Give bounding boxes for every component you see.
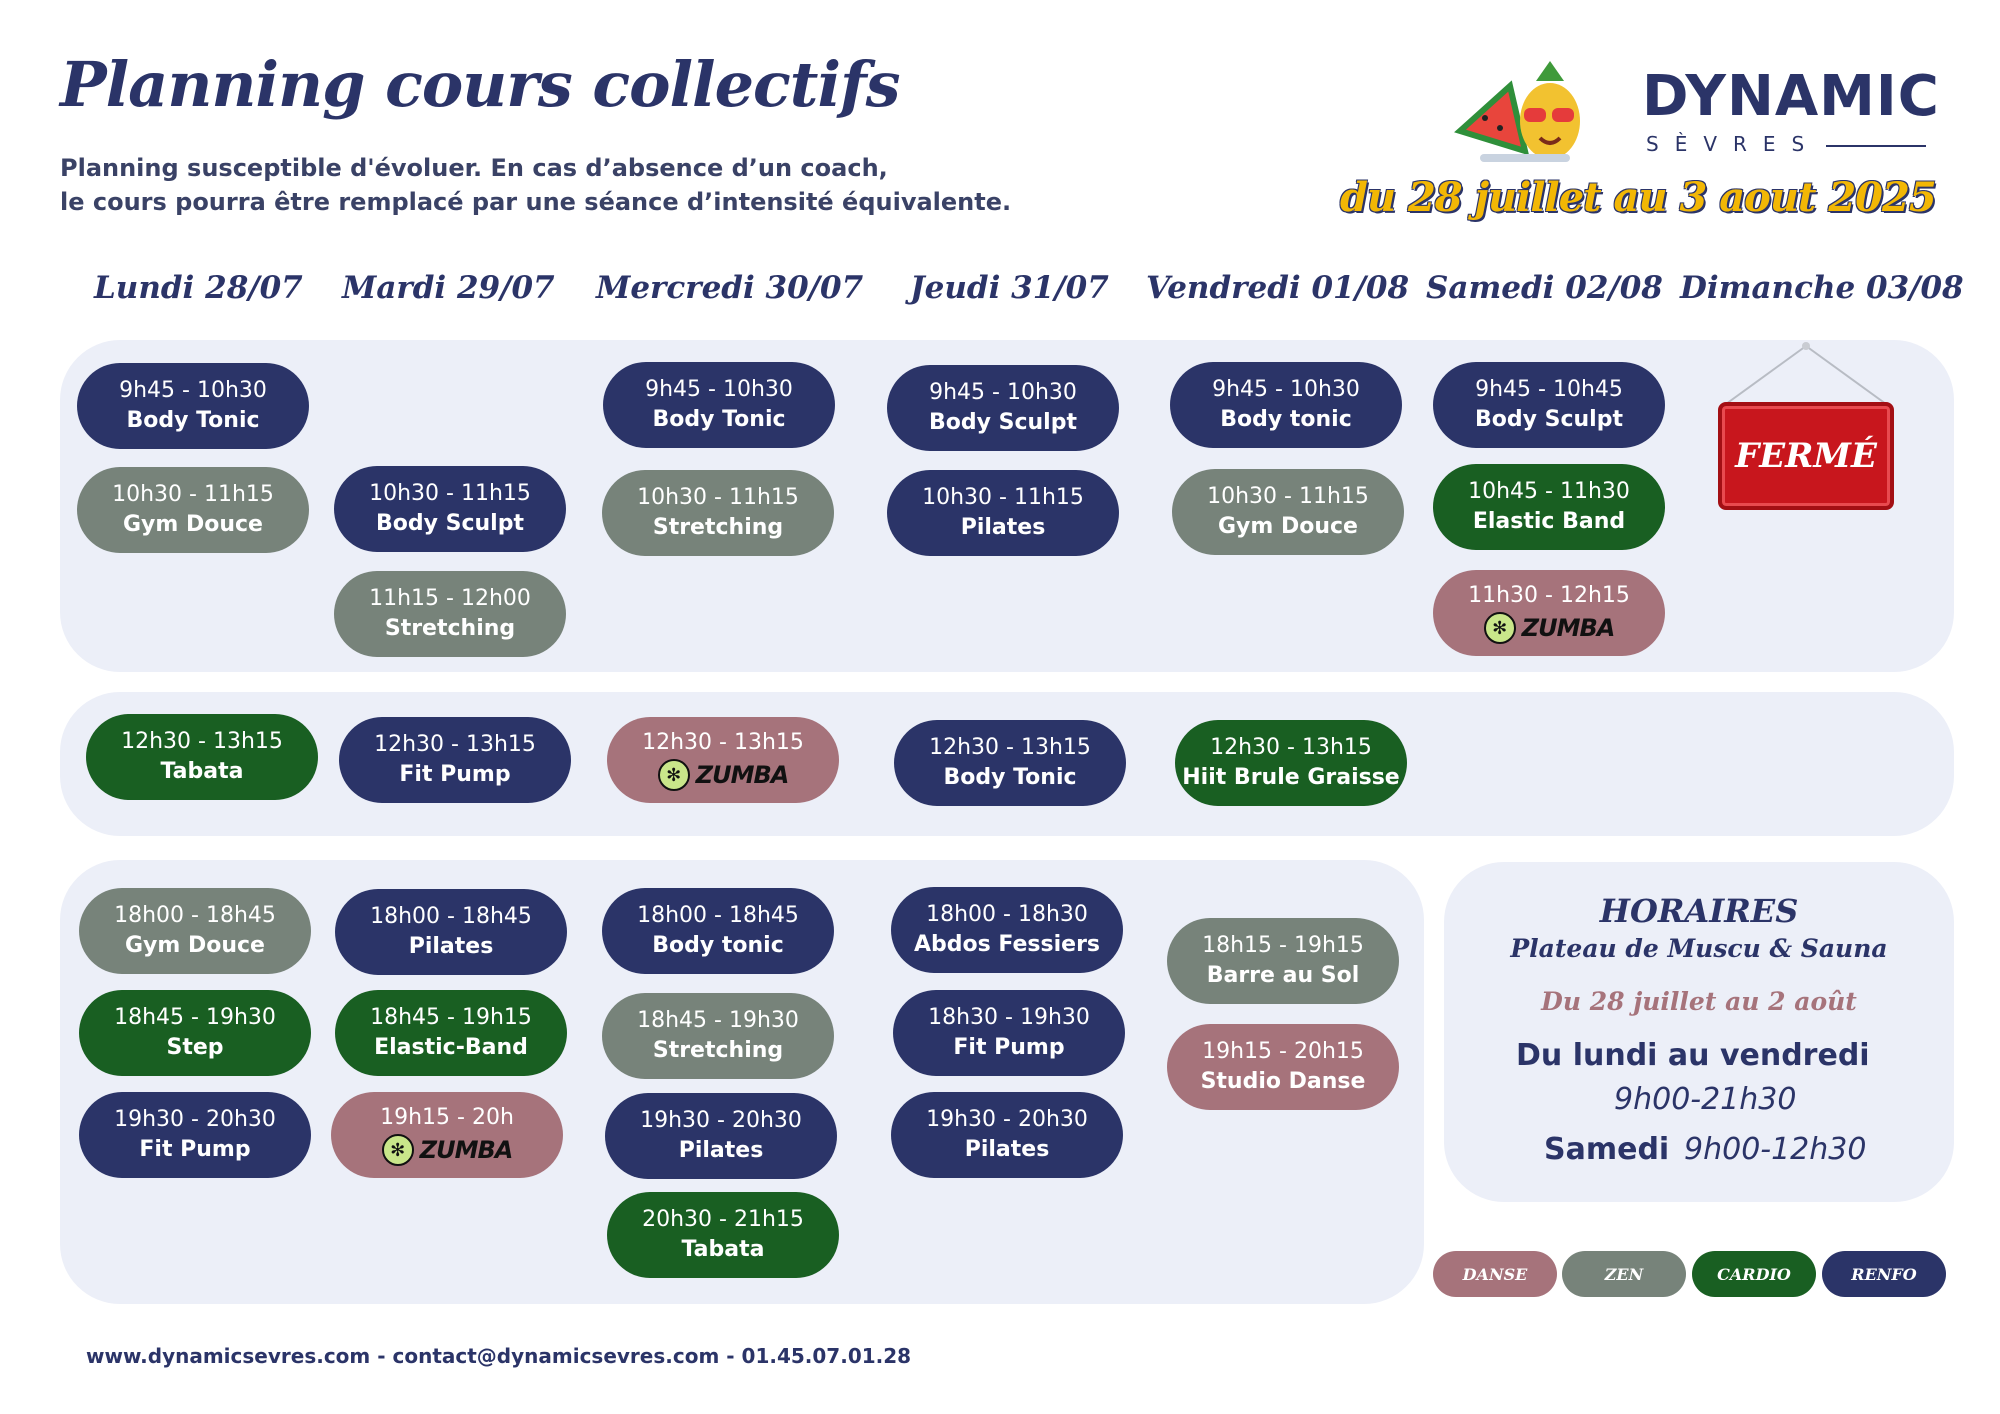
day-header-wednesday: Mercredi 30/07 — [596, 270, 864, 306]
day-header-friday: Vendredi 01/08 — [1146, 270, 1410, 306]
saturday-hours: 9h00-12h30 — [1684, 1132, 1867, 1167]
class-name: ZUMBA — [695, 761, 789, 789]
class-name: Body tonic — [1220, 407, 1352, 432]
class-card[interactable] — [1433, 570, 1665, 656]
saturday-label: Samedi — [1544, 1132, 1670, 1167]
class-time: 9h45 - 10h30 — [645, 377, 793, 402]
closed-label: FERMÉ — [1718, 402, 1894, 510]
class-name: Stretching — [652, 1038, 784, 1063]
class-time: 19h30 - 20h30 — [926, 1107, 1088, 1132]
class-card[interactable] — [602, 993, 834, 1079]
class-name: Pilates — [960, 515, 1046, 540]
class-card[interactable] — [1175, 720, 1407, 806]
opening-hours-card — [1444, 862, 1954, 1202]
class-time: 12h30 - 13h15 — [642, 730, 804, 755]
class-time: 9h45 - 10h30 — [929, 380, 1077, 405]
class-card[interactable] — [1167, 918, 1399, 1004]
class-name: ZUMBA — [419, 1136, 513, 1164]
class-card[interactable] — [887, 365, 1119, 451]
hours-title: HORAIRES — [1599, 892, 1799, 930]
day-header-monday: Lundi 28/07 — [94, 270, 303, 306]
class-card[interactable] — [79, 990, 311, 1076]
day-header-saturday: Samedi 02/08 — [1426, 270, 1663, 306]
class-name: Gym Douce — [125, 933, 265, 958]
brand-name: DYNAMIC — [1642, 64, 1940, 129]
class-card[interactable] — [894, 720, 1126, 806]
class-name: Stretching — [384, 616, 516, 641]
class-time: 20h30 - 21h15 — [642, 1207, 804, 1232]
class-name: Tabata — [681, 1237, 765, 1262]
class-name: Studio Danse — [1200, 1069, 1366, 1094]
class-name: Pilates — [964, 1137, 1050, 1162]
subtitle-line-2: le cours pourra être remplacé par une séance d’intensité équivalente. — [60, 188, 1012, 216]
class-card[interactable] — [1433, 464, 1665, 550]
class-card[interactable] — [1170, 362, 1402, 448]
class-card[interactable] — [339, 717, 571, 803]
class-card[interactable] — [331, 1092, 563, 1178]
weekday-hours: 9h00-21h30 — [1614, 1082, 1797, 1117]
class-card[interactable] — [334, 466, 566, 552]
class-time: 10h30 - 11h15 — [112, 482, 274, 507]
weekday-label: Du lundi au vendredi — [1516, 1038, 1870, 1073]
class-name: Body Sculpt — [376, 511, 524, 536]
class-name: Body Sculpt — [929, 410, 1077, 435]
class-time: 19h30 - 20h30 — [640, 1108, 802, 1133]
zumba-icon: ✻ — [382, 1134, 414, 1166]
date-range: du 28 juillet au 3 aout 2025 — [1340, 174, 1936, 221]
zumba-logo — [1484, 611, 1615, 645]
class-name: Hiit Brule Graisse — [1182, 765, 1400, 790]
class-time: 12h30 - 13h15 — [929, 735, 1091, 760]
class-card[interactable] — [334, 571, 566, 657]
class-card[interactable] — [1167, 1024, 1399, 1110]
class-card[interactable] — [891, 887, 1123, 973]
class-time: 12h30 - 13h15 — [374, 732, 536, 757]
brand-subtitle: SÈVRES — [1646, 132, 1821, 156]
class-time: 10h30 - 11h15 — [1207, 484, 1369, 509]
class-time: 19h30 - 20h30 — [114, 1107, 276, 1132]
class-time: 11h30 - 12h15 — [1468, 583, 1630, 608]
page-title: Planning cours collectifs — [60, 48, 900, 121]
class-name: Gym Douce — [123, 512, 263, 537]
class-time: 18h00 - 18h45 — [637, 903, 799, 928]
class-card[interactable] — [891, 1092, 1123, 1178]
legend-zen: ZEN — [1562, 1251, 1686, 1297]
class-name: Body Tonic — [126, 408, 260, 433]
class-name: Elastic-Band — [374, 1035, 528, 1060]
closed-sign — [1716, 340, 1896, 520]
class-card[interactable] — [605, 1093, 837, 1179]
class-name: Pilates — [678, 1138, 764, 1163]
class-time: 10h30 - 11h15 — [369, 481, 531, 506]
class-name: Elastic Band — [1472, 509, 1626, 534]
class-card[interactable] — [602, 470, 834, 556]
brand-logo — [1440, 52, 2000, 172]
class-time: 18h00 - 18h45 — [114, 903, 276, 928]
class-name: ZUMBA — [1521, 614, 1615, 642]
zumba-icon: ✻ — [658, 759, 690, 791]
legend-renfo: RENFO — [1822, 1251, 1946, 1297]
class-time: 11h15 - 12h00 — [369, 586, 531, 611]
day-header-tuesday: Mardi 29/07 — [342, 270, 555, 306]
class-card[interactable] — [893, 990, 1125, 1076]
class-name: Tabata — [160, 759, 244, 784]
day-header-thursday: Jeudi 31/07 — [910, 270, 1109, 306]
class-time: 10h30 - 11h15 — [637, 485, 799, 510]
class-time: 9h45 - 10h30 — [1212, 377, 1360, 402]
class-card[interactable] — [335, 889, 567, 975]
class-card[interactable] — [79, 888, 311, 974]
hours-subtitle: Plateau de Muscu & Sauna — [1510, 934, 1888, 963]
class-time: 9h45 - 10h45 — [1475, 377, 1623, 402]
class-card[interactable] — [603, 362, 835, 448]
class-card[interactable] — [1433, 362, 1665, 448]
class-name: Body Tonic — [943, 765, 1077, 790]
hours-period: Du 28 juillet au 2 août — [1541, 987, 1857, 1016]
class-time: 12h30 - 13h15 — [121, 729, 283, 754]
class-time: 18h00 - 18h30 — [926, 902, 1088, 927]
class-name: Stretching — [652, 515, 784, 540]
fruit-mascot-icon — [1440, 56, 1600, 166]
day-header-sunday: Dimanche 03/08 — [1680, 270, 1964, 306]
class-name: Fit Pump — [953, 1035, 1065, 1060]
class-time: 10h45 - 11h30 — [1468, 479, 1630, 504]
class-card[interactable] — [607, 1192, 839, 1278]
subtitle-line-1: Planning susceptible d'évoluer. En cas d’absence d’un coach, — [60, 154, 888, 182]
class-name: Step — [166, 1035, 224, 1060]
legend-danse: DANSE — [1433, 1251, 1557, 1297]
zumba-icon: ✻ — [1484, 612, 1516, 644]
class-time: 18h15 - 19h15 — [1202, 933, 1364, 958]
class-name: Fit Pump — [399, 762, 511, 787]
class-time: 18h45 - 19h30 — [637, 1008, 799, 1033]
class-card[interactable] — [77, 467, 309, 553]
class-time: 19h15 - 20h — [380, 1105, 514, 1130]
sign-string-icon — [1716, 340, 1896, 410]
class-card[interactable] — [887, 470, 1119, 556]
class-time: 19h15 - 20h15 — [1202, 1039, 1364, 1064]
class-card[interactable] — [79, 1092, 311, 1178]
zumba-logo — [658, 758, 789, 792]
class-name: Barre au Sol — [1206, 963, 1360, 988]
class-name: Pilates — [408, 934, 494, 959]
class-time: 18h30 - 19h30 — [928, 1005, 1090, 1030]
class-time: 9h45 - 10h30 — [119, 378, 267, 403]
class-name: Body tonic — [652, 933, 784, 958]
class-name: Body Sculpt — [1475, 407, 1623, 432]
legend-cardio: CARDIO — [1692, 1251, 1816, 1297]
class-card[interactable] — [77, 363, 309, 449]
class-card[interactable] — [602, 888, 834, 974]
class-card[interactable] — [607, 717, 839, 803]
brand-underline — [1826, 145, 1926, 147]
class-time: 18h45 - 19h30 — [114, 1005, 276, 1030]
footer-contact: www.dynamicsevres.com - contact@dynamicsevres.com - 01.45.07.01.28 — [86, 1344, 912, 1368]
class-name: Body Tonic — [652, 407, 786, 432]
class-name: Abdos Fessiers — [913, 932, 1101, 957]
class-name: Gym Douce — [1218, 514, 1358, 539]
class-time: 18h45 - 19h15 — [370, 1005, 532, 1030]
class-time: 18h00 - 18h45 — [370, 904, 532, 929]
class-card[interactable] — [86, 714, 318, 800]
zumba-logo — [382, 1133, 513, 1167]
class-time: 12h30 - 13h15 — [1210, 735, 1372, 760]
class-name: Fit Pump — [139, 1137, 251, 1162]
class-card[interactable] — [335, 990, 567, 1076]
class-time: 10h30 - 11h15 — [922, 485, 1084, 510]
class-card[interactable] — [1172, 469, 1404, 555]
